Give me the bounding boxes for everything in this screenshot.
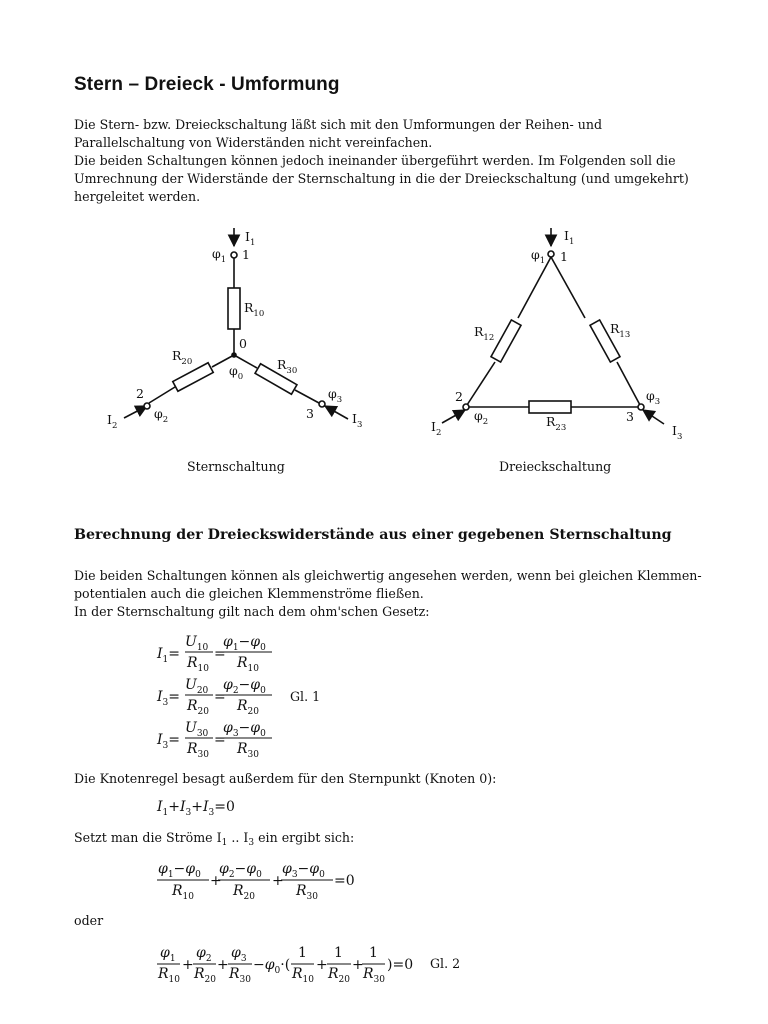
svg-text:1: 1: [334, 945, 343, 961]
star-caption: Sternschaltung: [187, 459, 285, 474]
intro-line: Die beiden Schaltungen können jedoch ineinander übergeführt werden. Im Folgenden soll die: [74, 153, 676, 168]
substitution-line: Setzt man die Ströme $I_1$ .. $I_3$ ein ergibt sich:: [74, 830, 355, 848]
svg-text:φ2: $\varphi_2$: [196, 945, 212, 964]
svg-text:I3=: $I_3=$: [157, 689, 180, 708]
star-node1: 1: [242, 247, 250, 262]
equation-knot: [156, 799, 235, 818]
svg-text:R20: $R_{20}$: [187, 698, 209, 717]
svg-text:+: +: [182, 957, 194, 973]
svg-text:+: +: [316, 957, 328, 973]
knot-line: Die Knotenregel besagt außerdem für den Sternpunkt (Knoten 0):: [74, 771, 497, 786]
svg-text:R20: $R_{20}$: [194, 966, 216, 985]
svg-text:φ2−φ0: $\varphi_2-\varphi_0$: [219, 861, 262, 880]
section-line: potentialen auch die gleichen Klemmenströme fließen.: [74, 586, 424, 601]
svg-text:φ1−φ0: $\varphi_1-\varphi_0$: [223, 634, 266, 653]
svg-text:=: =: [214, 646, 226, 662]
intro-line: hergeleitet werden.: [74, 189, 201, 204]
eq1-label: Gl. 1: [290, 689, 321, 704]
svg-text:R20: $R_{20}$: [328, 966, 350, 985]
star-circuit: [124, 228, 348, 419]
star-I3: $I_3$: [352, 411, 363, 430]
svg-text:)=0: )=0: [387, 957, 414, 973]
svg-text:R30: $R_{30}$: [363, 966, 385, 985]
svg-text:φ3−φ0: $\varphi_3-\varphi_0$: [223, 720, 266, 739]
delta-phi1: $\varphi_1$: [531, 247, 546, 266]
svg-text:U30: $U_{30}$: [185, 720, 209, 739]
delta-node2: 2: [455, 389, 463, 404]
equation-I2: [156, 677, 320, 717]
equation-I1: [156, 634, 266, 674]
intro-line: Die Stern- bzw. Dreieckschaltung läßt sich mit den Umformungen der Reihen- und: [74, 117, 603, 132]
svg-text:=0: =0: [334, 873, 355, 889]
svg-text:U10: $U_{10}$: [185, 634, 209, 653]
delta-R23: $R_{23}$: [546, 414, 567, 433]
section-line: In der Sternschaltung gilt nach dem ohm'schen Gesetz:: [74, 604, 430, 619]
svg-text:R10: $R_{10}$: [292, 966, 314, 985]
circuit-diagrams: [0, 0, 768, 490]
star-phi2: $\varphi_2$: [154, 406, 169, 425]
star-node0: 0: [239, 336, 247, 351]
svg-text:φ3: $\varphi_3$: [231, 945, 247, 964]
star-node3: 3: [306, 406, 314, 421]
svg-text:R30: $R_{30}$: [229, 966, 251, 985]
svg-text:1: 1: [298, 945, 307, 961]
svg-text:φ1: $\varphi_1$: [160, 945, 176, 964]
svg-text:=: =: [214, 689, 226, 705]
equation-I3: [156, 720, 266, 760]
delta-I2: $I_2$: [431, 419, 442, 438]
star-node2: 2: [136, 386, 144, 401]
section-heading: Berechnung der Dreieckswiderstände aus einer gegebenen Sternschaltung: [74, 527, 672, 543]
svg-text:=: =: [214, 732, 226, 748]
delta-I3: $I_3$: [672, 423, 683, 442]
page-title: Stern – Dreieck - Umformung: [74, 74, 340, 95]
star-R20: $R_{20}$: [172, 348, 193, 367]
delta-R12: $R_{12}$: [474, 324, 495, 343]
oder-word: oder: [74, 913, 104, 928]
svg-text:R20: $R_{20}$: [237, 698, 259, 717]
svg-text:R10: $R_{10}$: [172, 883, 194, 902]
svg-text:φ3−φ0: $\varphi_3-\varphi_0$: [282, 861, 325, 880]
svg-text:R20: $R_{20}$: [233, 883, 255, 902]
star-phi1: $\varphi_1$: [212, 246, 227, 265]
star-R30: $R_{30}$: [277, 357, 298, 376]
section-paragraph: [74, 567, 714, 621]
svg-text:φ2−φ0: $\varphi_2-\varphi_0$: [223, 677, 266, 696]
oder-text: [74, 912, 714, 930]
substitution-text: [74, 829, 714, 852]
delta-I1: $I_1$: [564, 228, 575, 247]
delta-R13: $R_{13}$: [610, 321, 631, 340]
star-phi0: $\varphi_0$: [229, 363, 244, 382]
svg-text:+: +: [210, 873, 222, 889]
svg-text:1: 1: [369, 945, 378, 961]
equation-gl2: [157, 945, 460, 985]
star-I2: $I_2$: [107, 412, 118, 431]
star-I1: $I_1$: [245, 229, 256, 248]
eq2-label: Gl. 2: [430, 956, 461, 971]
section-line: Die beiden Schaltungen können als gleichwertig angesehen werden, wenn bei gleichen Klemmen-: [74, 568, 702, 583]
svg-text:+: +: [352, 957, 364, 973]
star-phi3: $\varphi_3$: [328, 386, 343, 405]
delta-node1: 1: [560, 249, 568, 264]
svg-text:R10: $R_{10}$: [158, 966, 180, 985]
svg-text:I1=: $I_1=$: [157, 646, 180, 665]
delta-node3: 3: [626, 409, 634, 424]
svg-text:I3=: $I_3=$: [157, 732, 180, 751]
svg-text:R10: $R_{10}$: [187, 655, 209, 674]
svg-text:+: +: [272, 873, 284, 889]
svg-text:R10: $R_{10}$: [237, 655, 259, 674]
svg-text:R30: $R_{30}$: [187, 741, 209, 760]
delta-phi3: $\varphi_3$: [646, 388, 661, 407]
svg-text:φ1−φ0: $\varphi_1-\varphi_0$: [158, 861, 201, 880]
svg-text:I1+I3+I3=0: $I_1+I_3+I_3=0$: [157, 799, 235, 818]
svg-text:R30: $R_{30}$: [296, 883, 318, 902]
svg-text:R30: $R_{30}$: [237, 741, 259, 760]
star-R10: $R_{10}$: [244, 300, 265, 319]
delta-caption: Dreieckschaltung: [499, 459, 612, 474]
knot-rule-text: [74, 770, 714, 788]
svg-text:−φ0·(: $-\varphi_0\cdot$(: [253, 957, 291, 976]
intro-line: Parallelschaltung von Widerständen nicht vereinfachen.: [74, 135, 433, 150]
intro-line: Umrechnung der Widerstände der Sternschaltung in die der Dreieckschaltung (und umgekehrt): [74, 171, 689, 186]
delta-labels: [431, 228, 682, 474]
svg-text:+: +: [217, 957, 229, 973]
equation-sum: [158, 861, 355, 902]
svg-text:U20: $U_{20}$: [185, 677, 209, 696]
delta-phi2: $\varphi_2$: [474, 408, 489, 427]
